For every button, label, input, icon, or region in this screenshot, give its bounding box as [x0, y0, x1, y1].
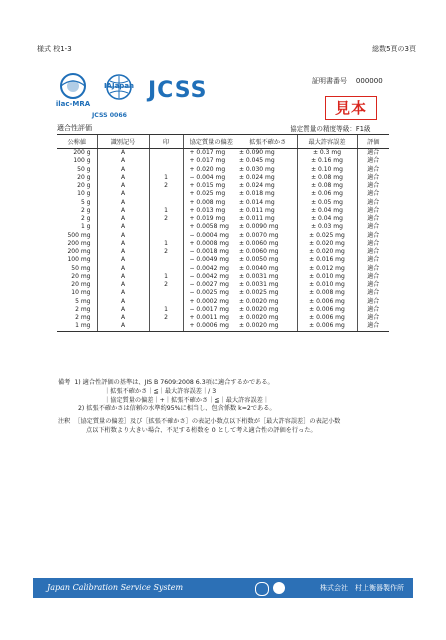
cell-nominal: 2 g [80, 206, 91, 214]
cell-deviation: − 0.0042 mg [183, 265, 239, 273]
cell-id: A [97, 174, 149, 182]
note-1b: ｜協定質量の偏差｜+｜拡張不確かさ｜≦｜最大許容誤差｜ [104, 396, 270, 404]
cell-mpe: ± 0.020 mg [297, 248, 357, 256]
cell-id: A [97, 215, 149, 223]
table-row [57, 232, 389, 240]
header-uncertainty: 拡張不確かさ [239, 135, 297, 149]
cell-mpe: ± 0.008 mg [297, 289, 357, 297]
accreditation-logos [52, 72, 212, 120]
cell-uncertainty: ± 0.018 mg [239, 190, 275, 198]
cell-id: A [97, 306, 149, 314]
note-2: 2) 拡張不確かさは信頼の水準約95%に相当し、包含係数 k=2である。 [78, 405, 276, 413]
table-row [57, 306, 389, 314]
cell-uncertainty: ± 0.014 mg [239, 198, 275, 206]
cell-nominal: 20 g [77, 173, 91, 181]
cell-mark: 1 [149, 273, 183, 281]
cell-mark [149, 322, 183, 331]
cell-deviation: + 0.0002 mg [183, 298, 239, 306]
annotation-1: ［協定質量の偏差］及び［拡張不確かさ］の表記小数点以下桁数が［最大許容誤差］の表記小数 [74, 418, 341, 426]
cell-id: A [97, 281, 149, 289]
cell-id: A [97, 322, 149, 331]
certificate-number [312, 76, 383, 86]
cell-deviation: + 0.0011 mg [183, 314, 239, 322]
cell-evaluation: 適合 [357, 248, 389, 256]
cell-deviation: − 0.0027 mg [183, 281, 239, 289]
cell-mark [149, 256, 183, 264]
annotation-2: 点以下桁数より大きい場合、不足する桁数を 0 として考え適合性の評価を行った。 [86, 426, 317, 434]
cell-mpe: ± 0.006 mg [297, 298, 357, 306]
section-title: 適合性評価 [57, 124, 92, 132]
footer-bar [33, 578, 413, 598]
table-row [57, 240, 389, 248]
conformity-table [57, 134, 389, 332]
cell-nominal: 500 mg [67, 231, 91, 239]
cell-id: A [97, 314, 149, 322]
cell-mpe: ± 0.04 mg [297, 215, 357, 223]
cell-id: A [97, 273, 149, 281]
cell-evaluation: 適合 [357, 256, 389, 264]
cell-mark: 2 [149, 281, 183, 289]
cell-mpe: ± 0.3 mg [297, 149, 357, 158]
cell-nominal: 20 mg [71, 281, 91, 288]
cell-evaluation: 適合 [357, 199, 389, 207]
notes-label: 備考 [58, 379, 71, 386]
header-deviation: 協定質量の偏差 [183, 135, 239, 149]
cell-id: A [97, 199, 149, 207]
table-header-row [57, 135, 389, 149]
cell-nominal: 1 g [80, 223, 91, 231]
cell-deviation: − 0.0017 mg [183, 306, 239, 314]
cell-evaluation: 適合 [357, 265, 389, 273]
cell-evaluation: 適合 [357, 322, 389, 331]
footer-mark-icon [255, 582, 269, 596]
cell-uncertainty: ± 0.0020 mg [239, 297, 279, 305]
cell-id: A [97, 223, 149, 231]
cell-mark [149, 190, 183, 198]
cell-id: A [97, 157, 149, 165]
cell-deviation: − 0.0004 mg [183, 232, 239, 240]
cell-mark: 1 [149, 207, 183, 215]
cell-evaluation: 適合 [357, 298, 389, 306]
cell-nominal: 2 mg [75, 305, 91, 313]
jcss-accreditation-number: JCSS 0066 [92, 112, 127, 119]
cell-id: A [97, 166, 149, 174]
cell-nominal: 10 g [77, 190, 91, 198]
cell-deviation: − 0.0018 mg [183, 248, 239, 256]
cell-id: A [97, 289, 149, 297]
cell-mark: 1 [149, 240, 183, 248]
cell-deviation: − 0.004 mg [183, 174, 239, 182]
cell-mpe: ± 0.006 mg [297, 306, 357, 314]
cell-uncertainty: ± 0.0020 mg [239, 314, 279, 321]
iajapan-logo-text: IAJapan [103, 82, 135, 90]
table-row [57, 199, 389, 207]
cell-evaluation: 適合 [357, 166, 389, 174]
cell-nominal: 5 g [80, 198, 91, 206]
cell-mark: 1 [149, 306, 183, 314]
cell-mpe: ± 0.010 mg [297, 273, 357, 281]
cell-mpe: ± 0.05 mg [297, 199, 357, 207]
cell-uncertainty: ± 0.024 mg [239, 173, 275, 181]
cell-mark [149, 157, 183, 165]
cell-nominal: 1 mg [57, 322, 97, 331]
cell-deviation: + 0.0008 mg [183, 240, 239, 248]
cell-deviation: − 0.0049 mg [183, 256, 239, 264]
table-row [57, 256, 389, 264]
table-row [57, 289, 389, 297]
iajapan-logo [96, 72, 142, 112]
cell-mpe: ± 0.006 mg [297, 322, 357, 331]
cell-evaluation: 適合 [357, 182, 389, 190]
certificate-number-label: 証明書番号 [312, 77, 347, 85]
cell-evaluation: 適合 [357, 223, 389, 231]
cell-evaluation: 適合 [357, 149, 389, 158]
cell-evaluation: 適合 [357, 273, 389, 281]
cell-uncertainty: ± 0.0040 mg [239, 264, 279, 272]
header-id: 識別記号 [97, 135, 149, 149]
cell-uncertainty: ± 0.045 mg [239, 157, 275, 165]
cell-evaluation: 適合 [357, 306, 389, 314]
cell-deviation: + 0.017 mg [183, 149, 239, 158]
cell-deviation: + 0.025 mg [183, 190, 239, 198]
table-row [57, 157, 389, 165]
cell-mark [149, 289, 183, 297]
header-evaluation: 評価 [357, 135, 389, 149]
cell-mpe: ± 0.006 mg [297, 314, 357, 322]
cell-mark: 2 [149, 182, 183, 190]
cell-evaluation: 適合 [357, 281, 389, 289]
cell-id: A [97, 248, 149, 256]
cell-mark [149, 199, 183, 207]
cell-evaluation: 適合 [357, 207, 389, 215]
cell-evaluation: 適合 [357, 314, 389, 322]
accuracy-class: 協定質量の精度等級：F1級 [290, 125, 371, 133]
cell-uncertainty: ± 0.0050 mg [239, 256, 279, 264]
header-nominal: 公称値 [57, 135, 97, 149]
cell-mpe: ± 0.06 mg [297, 190, 357, 198]
cell-mark [149, 149, 183, 158]
cell-id: A [97, 265, 149, 273]
cell-deviation: + 0.019 mg [183, 215, 239, 223]
cell-evaluation: 適合 [357, 215, 389, 223]
cell-nominal: 50 mg [71, 264, 91, 272]
cell-deviation: + 0.020 mg [183, 166, 239, 174]
cell-mpe: ± 0.04 mg [297, 207, 357, 215]
cell-mpe: ± 0.08 mg [297, 182, 357, 190]
cell-nominal: 2 mg [75, 314, 91, 321]
cell-mpe: ± 0.012 mg [297, 265, 357, 273]
header-mark: 印 [149, 135, 183, 149]
cell-nominal: 10 mg [71, 289, 91, 297]
table-row [57, 265, 389, 273]
cell-nominal: 50 g [77, 165, 91, 173]
cell-mark [149, 298, 183, 306]
table-row [57, 149, 389, 158]
table-row [57, 223, 389, 231]
ilac-logo-text: ilac-MRA [55, 100, 91, 108]
cell-mpe: ± 0.010 mg [297, 281, 357, 289]
cell-uncertainty: ± 0.0025 mg [239, 289, 279, 297]
annotation-label: 注釈 [58, 418, 71, 426]
cell-mark [149, 223, 183, 231]
cell-uncertainty: ± 0.011 mg [239, 206, 275, 214]
cell-uncertainty: ± 0.0060 mg [239, 248, 279, 255]
cell-deviation: + 0.0058 mg [183, 223, 239, 231]
cell-deviation: + 0.008 mg [183, 199, 239, 207]
table-row [57, 182, 389, 190]
cell-mark [149, 166, 183, 174]
cell-nominal: 5 mg [75, 297, 91, 305]
table-row [57, 314, 389, 322]
table-row [57, 273, 389, 281]
cell-mpe: ± 0.025 mg [297, 232, 357, 240]
notes [58, 379, 340, 436]
table-row [57, 298, 389, 306]
table-row [57, 322, 389, 331]
cell-uncertainty: ± 0.0031 mg [239, 272, 279, 280]
cell-mpe: ± 0.16 mg [297, 157, 357, 165]
cell-evaluation: 適合 [357, 157, 389, 165]
table-row [57, 166, 389, 174]
note-1a: ｜拡張不確かさ｜≦｜最大許容誤差｜/ 3 [104, 387, 217, 395]
cell-uncertainty: ± 0.0031 mg [239, 281, 279, 288]
cell-id: A [97, 207, 149, 215]
cell-evaluation: 適合 [357, 190, 389, 198]
cell-evaluation: 適合 [357, 240, 389, 248]
cell-evaluation: 適合 [357, 174, 389, 182]
header-mpe: 最大許容誤差 [297, 135, 357, 149]
cell-id: A [97, 190, 149, 198]
cell-uncertainty: ± 0.011 mg [239, 215, 275, 222]
cell-id: A [97, 232, 149, 240]
cell-deviation: + 0.015 mg [183, 182, 239, 190]
cell-uncertainty: ± 0.030 mg [239, 165, 275, 173]
form-number: 様式 校1-3 [37, 45, 72, 53]
cell-mark: 2 [149, 215, 183, 223]
cell-mark: 2 [149, 248, 183, 256]
footer-slogan: Japan Calibration Service System [47, 583, 184, 592]
table-row [57, 174, 389, 182]
footer-company: 株式会社 村上衡器製作所 [320, 584, 404, 592]
cell-nominal: 20 mg [71, 272, 91, 280]
cell-mark [149, 232, 183, 240]
table-row [57, 215, 389, 223]
cell-nominal: 100 mg [67, 256, 91, 264]
cell-deviation: + 0.013 mg [183, 207, 239, 215]
cell-nominal: 2 g [80, 215, 91, 222]
cell-mpe: ± 0.016 mg [297, 256, 357, 264]
cell-mpe: ± 0.03 mg [297, 223, 357, 231]
cell-deviation: − 0.0025 mg [183, 289, 239, 297]
cell-evaluation: 適合 [357, 232, 389, 240]
certificate-number-value: 000000 [355, 77, 383, 85]
note-1: 1) 適合性評価の基準は、JIS B 7609:2008 6.3項に適合するかである。 [74, 379, 274, 386]
cell-id: A [97, 298, 149, 306]
cell-uncertainty: ± 0.0070 mg [239, 231, 279, 239]
cell-uncertainty: ± 0.0090 mg [239, 223, 279, 231]
cell-mpe: ± 0.10 mg [297, 166, 357, 174]
table-row [57, 281, 389, 289]
cell-uncertainty: ± 0.090 mg [239, 149, 275, 156]
table-row [57, 207, 389, 215]
cell-evaluation: 適合 [357, 289, 389, 297]
cell-uncertainty: ± 0.0020 mg [239, 305, 279, 313]
cell-uncertainty: ± 0.024 mg [239, 182, 275, 189]
page-count: 総数5頁の3頁 [372, 45, 416, 53]
cell-deviation: + 0.017 mg [183, 157, 239, 165]
cell-nominal: 200 mg [67, 239, 91, 247]
table-row [57, 190, 389, 198]
cell-id: A [97, 182, 149, 190]
cell-mark: 1 [149, 174, 183, 182]
cell-nominal: 100 g [73, 157, 91, 165]
cell-mark [149, 265, 183, 273]
cell-id: A [97, 240, 149, 248]
sample-stamp: 見本 [325, 96, 377, 120]
cell-mpe: ± 0.08 mg [297, 174, 357, 182]
cell-nominal: 200 g [73, 149, 91, 156]
cell-uncertainty: ± 0.0020 mg [239, 322, 297, 331]
cell-id: A [97, 149, 149, 158]
jcss-logo: JCSS [148, 78, 208, 103]
footer-seal-icon [273, 582, 285, 594]
table-row [57, 248, 389, 256]
ilac-mra-logo [52, 72, 94, 110]
cell-nominal: 200 mg [67, 248, 91, 255]
cell-mark: 2 [149, 314, 183, 322]
cell-id: A [97, 256, 149, 264]
cell-nominal: 20 g [77, 182, 91, 189]
cell-mpe: ± 0.020 mg [297, 240, 357, 248]
cell-deviation: − 0.0042 mg [183, 273, 239, 281]
cell-deviation: + 0.0006 mg [183, 322, 239, 331]
cell-uncertainty: ± 0.0060 mg [239, 239, 279, 247]
